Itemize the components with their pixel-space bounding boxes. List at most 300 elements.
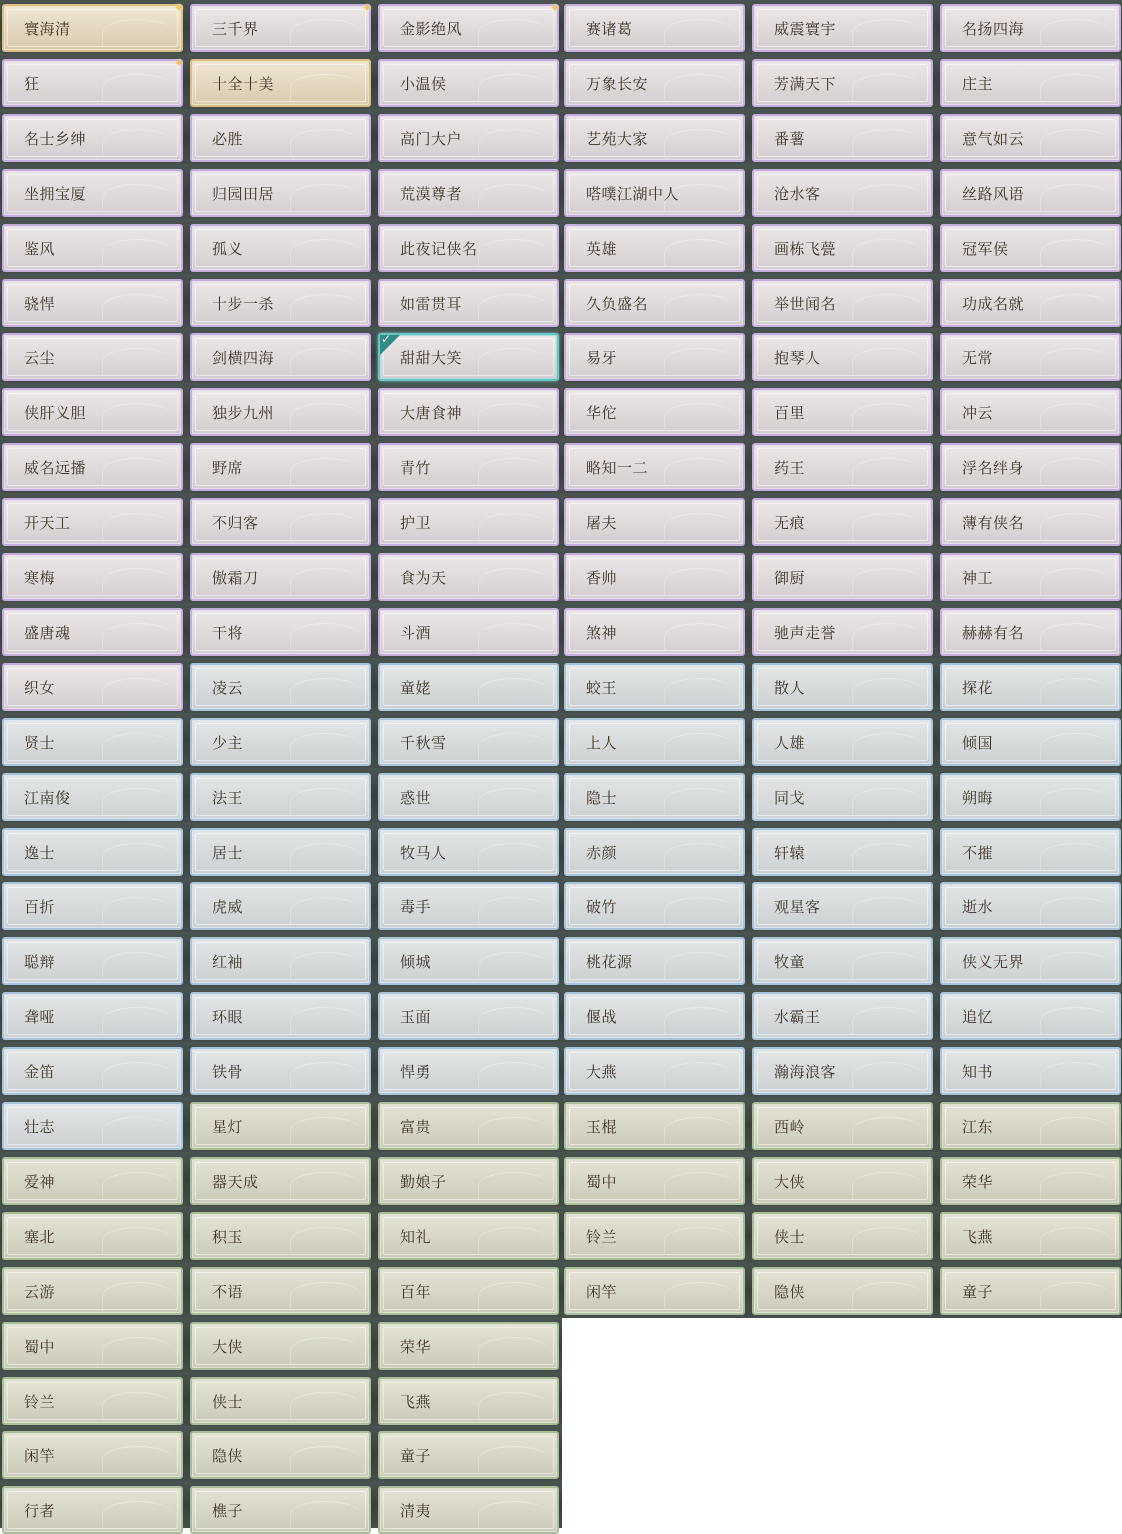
title-tile[interactable] xyxy=(190,1322,371,1370)
title-tile[interactable] xyxy=(378,1157,559,1205)
title-label: 骁悍 xyxy=(24,295,56,313)
title-label: 金影绝风 xyxy=(400,20,463,38)
title-label: 星灯 xyxy=(212,1118,244,1136)
title-label: 行者 xyxy=(24,1502,56,1520)
title-tile[interactable] xyxy=(190,1047,371,1095)
title-label: 蛟王 xyxy=(586,679,618,697)
title-tile[interactable] xyxy=(940,59,1121,107)
sparkle-icon: ✦ xyxy=(549,1,561,15)
title-label: 荒漠尊者 xyxy=(400,185,463,203)
title-tile[interactable] xyxy=(940,992,1121,1040)
title-label: 追忆 xyxy=(962,1008,994,1026)
title-tile[interactable] xyxy=(752,828,933,876)
title-tile[interactable] xyxy=(190,1157,371,1205)
title-tile[interactable] xyxy=(2,1431,183,1479)
title-label: 童子 xyxy=(400,1447,432,1465)
title-label: 护卫 xyxy=(400,514,432,532)
title-label: 名士乡绅 xyxy=(24,130,87,148)
title-label: 牧马人 xyxy=(400,844,447,862)
title-label: 开天工 xyxy=(24,514,71,532)
title-label: 赫赫有名 xyxy=(962,624,1025,642)
title-label: 艺苑大家 xyxy=(586,130,649,148)
title-label: 闲竿 xyxy=(24,1447,56,1465)
title-label: 侠士 xyxy=(774,1228,806,1246)
title-label: 屠夫 xyxy=(586,514,618,532)
title-tile[interactable] xyxy=(564,224,745,272)
title-label: 瀚海浪客 xyxy=(774,1063,837,1081)
title-label: 水霸王 xyxy=(774,1008,821,1026)
title-tile[interactable] xyxy=(2,1267,183,1315)
title-label: 药王 xyxy=(774,459,806,477)
title-tile[interactable] xyxy=(940,718,1121,766)
title-tile[interactable] xyxy=(564,443,745,491)
title-tile[interactable] xyxy=(752,333,933,381)
title-tile[interactable] xyxy=(190,1486,371,1534)
title-tile[interactable] xyxy=(752,992,933,1040)
title-label: 贤士 xyxy=(24,734,56,752)
title-label: 狂 xyxy=(24,75,40,93)
title-label: 西岭 xyxy=(774,1118,806,1136)
title-tile[interactable] xyxy=(2,1047,183,1095)
title-label: 惑世 xyxy=(400,789,432,807)
title-tile[interactable] xyxy=(752,224,933,272)
title-label: 悍勇 xyxy=(400,1063,432,1081)
title-tile[interactable] xyxy=(190,937,371,985)
title-label: 野席 xyxy=(212,459,244,477)
title-label: 归园田居 xyxy=(212,185,275,203)
title-label: 如雷贯耳 xyxy=(400,295,463,313)
title-tile[interactable] xyxy=(752,773,933,821)
title-tile[interactable] xyxy=(378,1431,559,1479)
title-tile[interactable] xyxy=(752,663,933,711)
title-tile[interactable] xyxy=(940,114,1121,162)
title-label: 爱神 xyxy=(24,1173,56,1191)
title-tile[interactable] xyxy=(190,498,371,546)
title-tile[interactable] xyxy=(190,1431,371,1479)
title-label: 番薯 xyxy=(774,130,806,148)
title-tile[interactable] xyxy=(378,718,559,766)
title-tile[interactable] xyxy=(190,1,373,52)
title-label: 十全十美 xyxy=(212,75,275,93)
title-tile[interactable] xyxy=(2,279,183,327)
title-label: 傲霜刀 xyxy=(212,569,259,587)
title-tile[interactable] xyxy=(940,169,1121,217)
title-tile[interactable] xyxy=(564,663,745,711)
title-label: 英雄 xyxy=(586,240,618,258)
title-tile[interactable] xyxy=(2,1212,183,1260)
title-tile[interactable] xyxy=(190,773,371,821)
title-tile[interactable] xyxy=(378,828,559,876)
title-tile[interactable] xyxy=(752,1047,933,1095)
title-tile[interactable] xyxy=(564,169,745,217)
title-tile[interactable] xyxy=(378,1212,559,1260)
title-label: 侠肝义胆 xyxy=(24,404,87,422)
title-tile[interactable] xyxy=(564,114,745,162)
title-label: 玉面 xyxy=(400,1008,432,1026)
title-tile[interactable] xyxy=(752,443,933,491)
title-label: 坐拥宝厦 xyxy=(24,185,87,203)
sparkle-icon: ✦ xyxy=(361,1,373,15)
title-label: 食为天 xyxy=(400,569,447,587)
title-tile[interactable] xyxy=(564,553,745,601)
title-tile[interactable] xyxy=(752,114,933,162)
title-label: 华佗 xyxy=(586,404,618,422)
title-label: 破竹 xyxy=(586,898,618,916)
title-label: 大侠 xyxy=(212,1338,244,1356)
title-tile[interactable] xyxy=(378,279,559,327)
title-tile[interactable] xyxy=(378,114,559,162)
title-label: 冠军侯 xyxy=(962,240,1009,258)
title-tile[interactable] xyxy=(378,1486,559,1534)
title-label: 偃战 xyxy=(586,1008,618,1026)
title-tile[interactable] xyxy=(564,59,745,107)
title-tile[interactable] xyxy=(190,224,371,272)
title-label: 江南俊 xyxy=(24,789,71,807)
title-tile[interactable] xyxy=(752,169,933,217)
title-tile[interactable] xyxy=(2,992,183,1040)
title-label: 威名远播 xyxy=(24,459,87,477)
title-tile[interactable] xyxy=(940,498,1121,546)
title-label: 隐侠 xyxy=(774,1283,806,1301)
title-label: 荣华 xyxy=(962,1173,994,1191)
title-label: 嗒噗江湖中人 xyxy=(586,185,680,203)
title-tile[interactable] xyxy=(378,1102,559,1150)
title-tile[interactable] xyxy=(2,498,183,546)
title-tile[interactable] xyxy=(940,553,1121,601)
title-tile[interactable] xyxy=(752,553,933,601)
title-label: 勤娘子 xyxy=(400,1173,447,1191)
title-label: 蜀中 xyxy=(586,1173,618,1191)
title-tile[interactable] xyxy=(752,718,933,766)
title-tile[interactable] xyxy=(940,4,1121,52)
title-tile[interactable] xyxy=(564,608,745,656)
title-tile[interactable] xyxy=(190,333,371,381)
title-tile[interactable] xyxy=(378,388,559,436)
title-tile[interactable] xyxy=(2,882,183,930)
title-label: 画栋飞甍 xyxy=(774,240,837,258)
title-label: 功成名就 xyxy=(962,295,1025,313)
title-tile[interactable] xyxy=(940,1102,1121,1150)
title-label: 易牙 xyxy=(586,349,618,367)
title-tile[interactable] xyxy=(378,663,559,711)
title-tile[interactable] xyxy=(564,498,745,546)
title-tile[interactable] xyxy=(752,608,933,656)
title-label: 聋哑 xyxy=(24,1008,56,1026)
title-tile[interactable] xyxy=(752,1157,933,1205)
title-tile[interactable] xyxy=(378,773,559,821)
title-tile[interactable] xyxy=(2,553,183,601)
title-tile[interactable] xyxy=(564,1267,745,1315)
title-tile[interactable] xyxy=(190,992,371,1040)
title-label: 赤颜 xyxy=(586,844,618,862)
title-tile[interactable] xyxy=(752,4,933,52)
title-label: 倾国 xyxy=(962,734,994,752)
title-label: 侠士 xyxy=(212,1393,244,1411)
title-label: 丝路风语 xyxy=(962,185,1025,203)
title-tile[interactable] xyxy=(2,608,183,656)
title-tile[interactable] xyxy=(2,56,185,107)
title-tile[interactable] xyxy=(2,1377,183,1425)
title-label: 童姥 xyxy=(400,679,432,697)
title-label: 浮名绊身 xyxy=(962,459,1025,477)
title-tile[interactable] xyxy=(564,718,745,766)
title-label: 凌云 xyxy=(212,679,244,697)
title-tile[interactable] xyxy=(940,388,1121,436)
title-label: 鉴风 xyxy=(24,240,56,258)
title-tile[interactable] xyxy=(564,388,745,436)
title-tile[interactable] xyxy=(564,828,745,876)
title-tile[interactable] xyxy=(752,388,933,436)
title-label: 飞燕 xyxy=(962,1228,994,1246)
title-label: 不归客 xyxy=(212,514,259,532)
title-label: 铃兰 xyxy=(586,1228,618,1246)
title-label: 虎威 xyxy=(212,898,244,916)
title-tile[interactable] xyxy=(940,333,1121,381)
title-tile[interactable] xyxy=(564,773,745,821)
title-tile[interactable] xyxy=(940,279,1121,327)
title-tile[interactable] xyxy=(940,443,1121,491)
title-label: 法王 xyxy=(212,789,244,807)
title-label: 小温侯 xyxy=(400,75,447,93)
title-label: 干将 xyxy=(212,624,244,642)
title-tile[interactable] xyxy=(190,553,371,601)
title-tile[interactable] xyxy=(378,553,559,601)
title-label: 牧童 xyxy=(774,953,806,971)
title-tile[interactable] xyxy=(2,1322,183,1370)
title-tile[interactable] xyxy=(2,1,185,52)
title-label: 大唐食神 xyxy=(400,404,463,422)
title-label: 器天成 xyxy=(212,1173,259,1191)
title-tile[interactable] xyxy=(2,333,183,381)
title-tile[interactable] xyxy=(564,4,745,52)
title-label: 荣华 xyxy=(400,1338,432,1356)
title-tile[interactable] xyxy=(378,882,559,930)
title-label: 御厨 xyxy=(774,569,806,587)
title-label: 香帅 xyxy=(586,569,618,587)
title-tile[interactable] xyxy=(2,114,183,162)
title-tile[interactable] xyxy=(378,1,561,52)
title-tile[interactable] xyxy=(378,169,559,217)
sparkle-icon: ✦ xyxy=(173,56,185,70)
title-label: 剑横四海 xyxy=(212,349,275,367)
title-tile[interactable] xyxy=(564,937,745,985)
title-tile[interactable] xyxy=(940,663,1121,711)
title-tile[interactable] xyxy=(190,1267,371,1315)
title-label: 略知一二 xyxy=(586,459,649,477)
title-tile[interactable] xyxy=(2,663,183,711)
title-tile[interactable] xyxy=(190,608,371,656)
title-tile[interactable] xyxy=(564,1157,745,1205)
title-tile[interactable] xyxy=(2,224,183,272)
title-tile[interactable] xyxy=(190,279,371,327)
title-label: 积玉 xyxy=(212,1228,244,1246)
title-tile[interactable] xyxy=(752,1102,933,1150)
title-tile[interactable] xyxy=(752,279,933,327)
title-tile[interactable] xyxy=(190,663,371,711)
title-label: 环眼 xyxy=(212,1008,244,1026)
title-tile[interactable] xyxy=(378,1377,559,1425)
title-label: 富贵 xyxy=(400,1118,432,1136)
title-tile[interactable] xyxy=(2,1486,183,1534)
title-label: 举世闻名 xyxy=(774,295,837,313)
title-label: 云尘 xyxy=(24,349,56,367)
title-label: 高门大户 xyxy=(400,130,463,148)
title-tile[interactable] xyxy=(2,388,183,436)
title-label: 大燕 xyxy=(586,1063,618,1081)
title-label: 桃花源 xyxy=(586,953,633,971)
title-label: 驰声走誉 xyxy=(774,624,837,642)
title-label: 隐侠 xyxy=(212,1447,244,1465)
title-tile[interactable] xyxy=(940,1047,1121,1095)
title-label: 观星客 xyxy=(774,898,821,916)
title-tile[interactable] xyxy=(940,937,1121,985)
title-tile[interactable] xyxy=(190,718,371,766)
title-tile[interactable] xyxy=(940,1157,1121,1205)
title-label: 薄有侠名 xyxy=(962,514,1025,532)
title-label: 百年 xyxy=(400,1283,432,1301)
title-tile[interactable] xyxy=(190,59,371,107)
title-label: 三千界 xyxy=(212,20,259,38)
title-tile[interactable] xyxy=(752,1267,933,1315)
title-label: 逸士 xyxy=(24,844,56,862)
title-label: 盛唐魂 xyxy=(24,624,71,642)
title-tile[interactable] xyxy=(564,1102,745,1150)
title-tile[interactable] xyxy=(378,1322,559,1370)
title-label: 不摧 xyxy=(962,844,994,862)
title-label: 意气如云 xyxy=(962,130,1025,148)
title-label: 十步一杀 xyxy=(212,295,275,313)
title-tile[interactable] xyxy=(378,937,559,985)
title-label: 久负盛名 xyxy=(586,295,649,313)
title-tile[interactable] xyxy=(190,169,371,217)
title-label: 江东 xyxy=(962,1118,994,1136)
title-tile[interactable] xyxy=(564,1047,745,1095)
title-label: 无常 xyxy=(962,349,994,367)
title-tile[interactable] xyxy=(378,224,559,272)
title-label: 沧水客 xyxy=(774,185,821,203)
title-label: 独步九州 xyxy=(212,404,275,422)
title-label: 百折 xyxy=(24,898,56,916)
title-tile[interactable] xyxy=(378,59,559,107)
title-label: 不语 xyxy=(212,1283,244,1301)
title-tile[interactable] xyxy=(940,828,1121,876)
title-label: 飞燕 xyxy=(400,1393,432,1411)
title-tile[interactable] xyxy=(940,1267,1121,1315)
title-label: 芳满天下 xyxy=(774,75,837,93)
title-tile[interactable] xyxy=(190,443,371,491)
title-tile[interactable] xyxy=(378,608,559,656)
title-label: 人雄 xyxy=(774,734,806,752)
title-tile[interactable] xyxy=(190,882,371,930)
title-label: 金笛 xyxy=(24,1063,56,1081)
title-tile[interactable] xyxy=(752,1212,933,1260)
title-tile[interactable] xyxy=(378,498,559,546)
title-tile[interactable] xyxy=(940,1212,1121,1260)
title-tile[interactable] xyxy=(2,718,183,766)
title-label: 壮志 xyxy=(24,1118,56,1136)
title-label: 轩辕 xyxy=(774,844,806,862)
title-tile[interactable] xyxy=(940,608,1121,656)
title-label: 侠义无界 xyxy=(962,953,1025,971)
title-label: 青竹 xyxy=(400,459,432,477)
title-tile[interactable] xyxy=(378,443,559,491)
title-tile[interactable] xyxy=(564,882,745,930)
title-tile[interactable] xyxy=(940,882,1121,930)
title-tile[interactable] xyxy=(2,443,183,491)
checkmark-icon: ✓ xyxy=(381,332,392,346)
title-label: 无痕 xyxy=(774,514,806,532)
title-tile[interactable] xyxy=(190,388,371,436)
title-label: 寰海清 xyxy=(24,20,71,38)
title-tile[interactable] xyxy=(2,1157,183,1205)
title-label: 织女 xyxy=(24,679,56,697)
title-label: 同戈 xyxy=(774,789,806,807)
title-tile[interactable] xyxy=(190,1212,371,1260)
title-tile[interactable] xyxy=(378,992,559,1040)
title-label: 玉棍 xyxy=(586,1118,618,1136)
title-tile[interactable] xyxy=(190,828,371,876)
title-tile[interactable] xyxy=(2,937,183,985)
title-tile[interactable] xyxy=(190,114,371,162)
title-label: 清夷 xyxy=(400,1502,432,1520)
title-tile[interactable] xyxy=(190,1377,371,1425)
title-label: 千秋雪 xyxy=(400,734,447,752)
title-label: 聪辩 xyxy=(24,953,56,971)
title-label: 居士 xyxy=(212,844,244,862)
title-tile[interactable] xyxy=(2,828,183,876)
title-label: 探花 xyxy=(962,679,994,697)
title-label: 散人 xyxy=(774,679,806,697)
title-tile[interactable] xyxy=(752,498,933,546)
title-label: 孤义 xyxy=(212,240,244,258)
title-label: 朔晦 xyxy=(962,789,994,807)
title-tile[interactable] xyxy=(752,882,933,930)
title-tile[interactable] xyxy=(190,1102,371,1150)
title-tile[interactable] xyxy=(940,773,1121,821)
title-label: 万象长安 xyxy=(586,75,649,93)
title-label: 童子 xyxy=(962,1283,994,1301)
title-tile[interactable] xyxy=(378,1267,559,1315)
title-tile[interactable] xyxy=(564,1212,745,1260)
title-label: 云游 xyxy=(24,1283,56,1301)
title-label: 上人 xyxy=(586,734,618,752)
title-label: 神工 xyxy=(962,569,994,587)
title-label: 百里 xyxy=(774,404,806,422)
title-label: 甜甜大笑 xyxy=(400,349,463,367)
title-tile[interactable] xyxy=(564,279,745,327)
title-label: 庄主 xyxy=(962,75,994,93)
title-label: 铁骨 xyxy=(212,1063,244,1081)
title-tile[interactable] xyxy=(2,169,183,217)
title-tile[interactable] xyxy=(940,224,1121,272)
title-label: 斗酒 xyxy=(400,624,432,642)
title-label: 塞北 xyxy=(24,1228,56,1246)
title-tile[interactable] xyxy=(2,1102,183,1150)
title-label: 名扬四海 xyxy=(962,20,1025,38)
title-tile[interactable] xyxy=(2,773,183,821)
title-tile[interactable] xyxy=(752,59,933,107)
title-tile[interactable] xyxy=(752,937,933,985)
title-label: 蜀中 xyxy=(24,1338,56,1356)
title-tile[interactable] xyxy=(564,333,745,381)
title-tile[interactable] xyxy=(564,992,745,1040)
title-label: 寒梅 xyxy=(24,569,56,587)
title-label: 逝水 xyxy=(962,898,994,916)
title-tile[interactable] xyxy=(378,333,559,381)
title-label: 倾城 xyxy=(400,953,432,971)
title-label: 知书 xyxy=(962,1063,994,1081)
title-tile[interactable] xyxy=(378,1047,559,1095)
